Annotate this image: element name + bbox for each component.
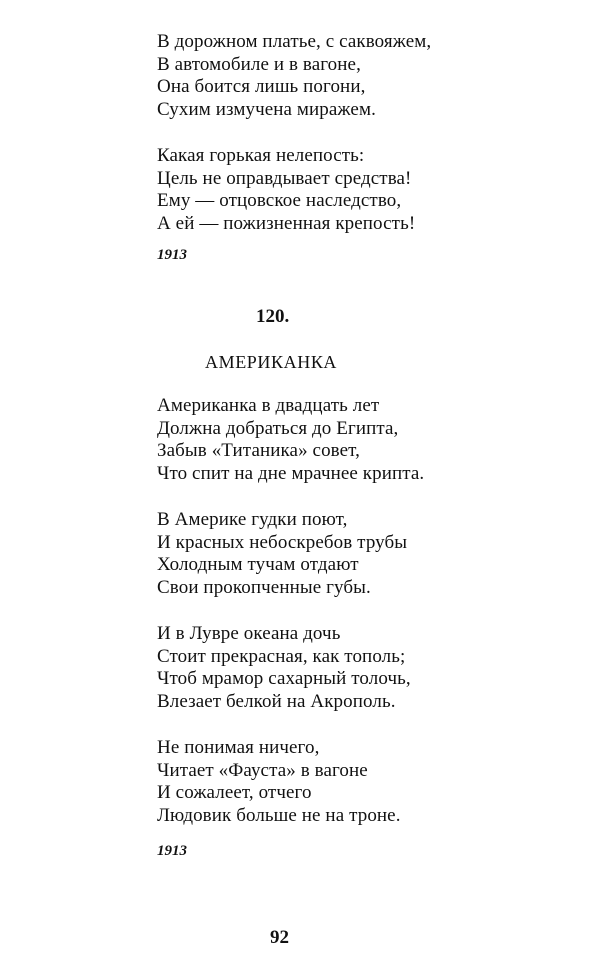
page-number: 92 <box>270 927 289 948</box>
poem-date: 1913 <box>157 843 187 859</box>
verse-line: Цель не оправдывает средства! <box>157 167 412 189</box>
verse-line: Она боится лишь погони, <box>157 76 366 97</box>
verse-line: Должна добраться до Египта, <box>157 417 399 439</box>
poem-title: АМЕРИКАНКА <box>205 352 338 372</box>
verse-line: Читает «Фауста» в вагоне <box>157 759 368 781</box>
poem-stanza-1 <box>157 395 577 485</box>
verse-line: В автомобиле и в вагоне, <box>157 53 361 75</box>
verse-line: И сожалеет, отчего <box>157 782 312 803</box>
verse-line: Чтоб мрамор сахарный толочь, <box>157 668 411 689</box>
verse-line: Какая горькая нелепость: <box>157 145 365 166</box>
verse-line: Влезает белкой на Акрополь. <box>157 690 396 712</box>
verse-line: Забыв «Титаника» совет, <box>157 440 360 461</box>
verse-line: И в Лувре океана дочь <box>157 623 341 644</box>
verse-line: И красных небоскребов трубы <box>157 531 408 553</box>
verse-line: Что спит на дне мрачнее крипта. <box>157 462 425 484</box>
poem-stanza-2 <box>157 509 577 599</box>
verse-line: Свои прокопченные губы. <box>157 576 371 598</box>
previous-poem-stanza-2 <box>157 145 577 235</box>
poem-number: 120. <box>256 306 290 327</box>
verse-line: Американка в двадцать лет <box>157 395 380 416</box>
verse-line: Холодным тучам отдают <box>157 554 359 575</box>
poem-stanza-3 <box>157 623 577 713</box>
verse-line: В Америке гудки поют, <box>157 509 348 530</box>
verse-line: Не понимая ничего, <box>157 737 320 758</box>
verse-line: А ей — пожизненная крепость! <box>157 212 416 234</box>
previous-poem-date: 1913 <box>157 247 187 263</box>
verse-line: Ему — отцовское наследство, <box>157 190 402 211</box>
verse-line: Людовик больше не на троне. <box>157 804 401 826</box>
verse-line: В дорожном платье, с саквояжем, <box>157 31 432 52</box>
verse-line: Сухим измучена миражем. <box>157 98 376 120</box>
poem-stanza-4 <box>157 737 577 827</box>
previous-poem-stanza-1 <box>157 31 577 121</box>
verse-line: Стоит прекрасная, как тополь; <box>157 645 406 667</box>
